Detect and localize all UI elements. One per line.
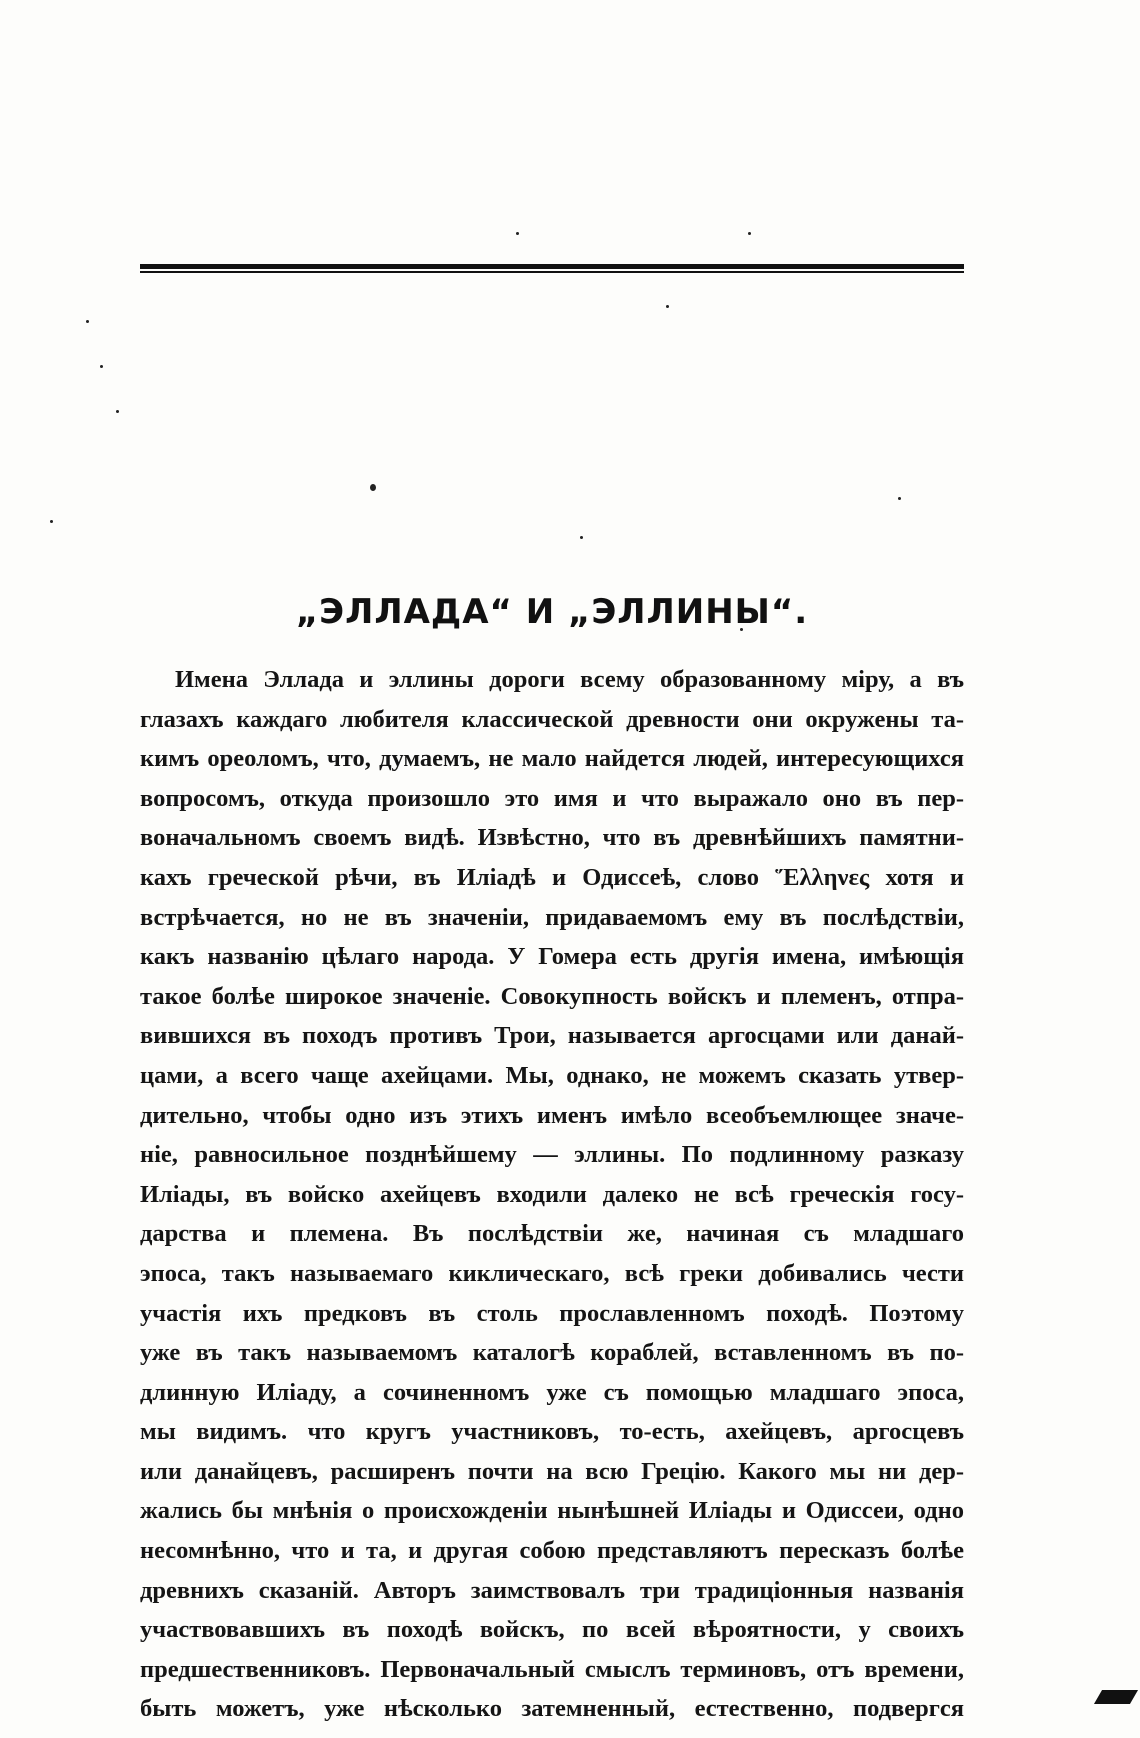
text-line: Имена Эллада и эллины дороги всему образованному міру, а въ <box>175 666 964 693</box>
text-line: глазахъ каждаго любителя классической древности они окружены та- <box>140 705 964 733</box>
print-speck <box>580 536 583 539</box>
text-line: кимъ ореоломъ, что, думаемъ, не мало найдется людей, интересующихся <box>140 745 964 773</box>
text-line: вопросомъ, откуда произошло это имя и что выражало оно въ пер- <box>140 784 964 812</box>
header-rule <box>140 264 964 269</box>
text-line: какъ названію цѣлаго народа. У Гомера есть другія имена, имѣющія <box>140 943 964 971</box>
text-line: несомнѣнно, что и та, и другая собою представляютъ пересказъ болѣе <box>140 1537 964 1565</box>
print-speck <box>666 305 669 308</box>
text-line: встрѣчается, но не въ значеніи, придаваемомъ ему въ послѣдствіи, <box>140 903 964 931</box>
text-line: быть можетъ, уже нѣсколько затемненный, естественно, подвергся <box>140 1695 964 1723</box>
print-speck <box>50 520 53 523</box>
text-line: ніе, равносильное позднѣйшему — эллины. По подлинному разказу <box>140 1141 964 1169</box>
print-speck <box>100 365 103 368</box>
text-line: участвовавшихъ въ походѣ войскъ, по всей вѣроятности, у своихъ <box>140 1616 964 1644</box>
text-line: такое болѣе широкое значеніе. Совокупность войскъ и племенъ, отпра- <box>140 982 964 1010</box>
print-speck <box>116 410 119 413</box>
text-line: длинную Иліаду, а сочиненномъ уже съ помощью младшаго эпоса, <box>140 1378 964 1406</box>
text-line: мы видимъ. что кругъ участниковъ, то-есть, ахейцевъ, аргосцевъ <box>140 1418 964 1446</box>
text-line: или данайцевъ, расширенъ почти на всю Грецію. Какого мы ни дер- <box>140 1457 964 1485</box>
print-speck <box>516 232 519 235</box>
print-speck <box>748 232 751 235</box>
text-line: цами, а всего чаще ахейцами. Мы, однако, не можемъ сказать утвер- <box>140 1061 964 1089</box>
text-line: кахъ греческой рѣчи, въ Иліадѣ и Одиссеѣ, слово Ἕλληνες хотя и <box>140 863 964 891</box>
body-text <box>140 660 964 1729</box>
text-line: предшественниковъ. Первоначальный смыслъ терминовъ, отъ времени, <box>140 1655 964 1683</box>
text-line: жались бы мнѣнія о происхожденіи нынѣшней Иліады и Одиссеи, одно <box>140 1497 964 1525</box>
text-line: древнихъ сказаній. Авторъ заимствовалъ три традиціонныя названія <box>140 1576 964 1604</box>
text-line: дарства и племена. Въ послѣдствіи же, начиная съ младшаго <box>140 1220 964 1248</box>
chapter-title: „ЭЛЛАДА“ И „ЭЛЛИНЫ“. <box>295 592 809 632</box>
header-rule-thin <box>140 271 964 273</box>
text-line: участія ихъ предковъ въ столь прославленномъ походѣ. Поэтому <box>140 1299 964 1327</box>
print-speck <box>370 484 376 491</box>
print-speck <box>898 497 901 500</box>
page-corner-mark <box>1094 1690 1138 1704</box>
text-line: Иліады, въ войско ахейцевъ входили далеко не всѣ греческія госу- <box>140 1180 964 1208</box>
text-line: воначальномъ своемъ видѣ. Извѣстно, что въ древнѣйшихъ памятни- <box>140 824 964 852</box>
print-speck <box>86 320 89 323</box>
text-line: вившихся въ походъ противъ Трои, называется аргосцами или данай- <box>140 1022 964 1050</box>
text-line: эпоса, такъ называемаго киклическаго, всѣ греки добивались чести <box>140 1259 964 1287</box>
text-line: уже въ такъ называемомъ каталогѣ кораблей, вставленномъ въ по- <box>140 1339 964 1367</box>
text-line: дительно, чтобы одно изъ этихъ именъ имѣло всеобъемлющее значе- <box>140 1101 964 1129</box>
